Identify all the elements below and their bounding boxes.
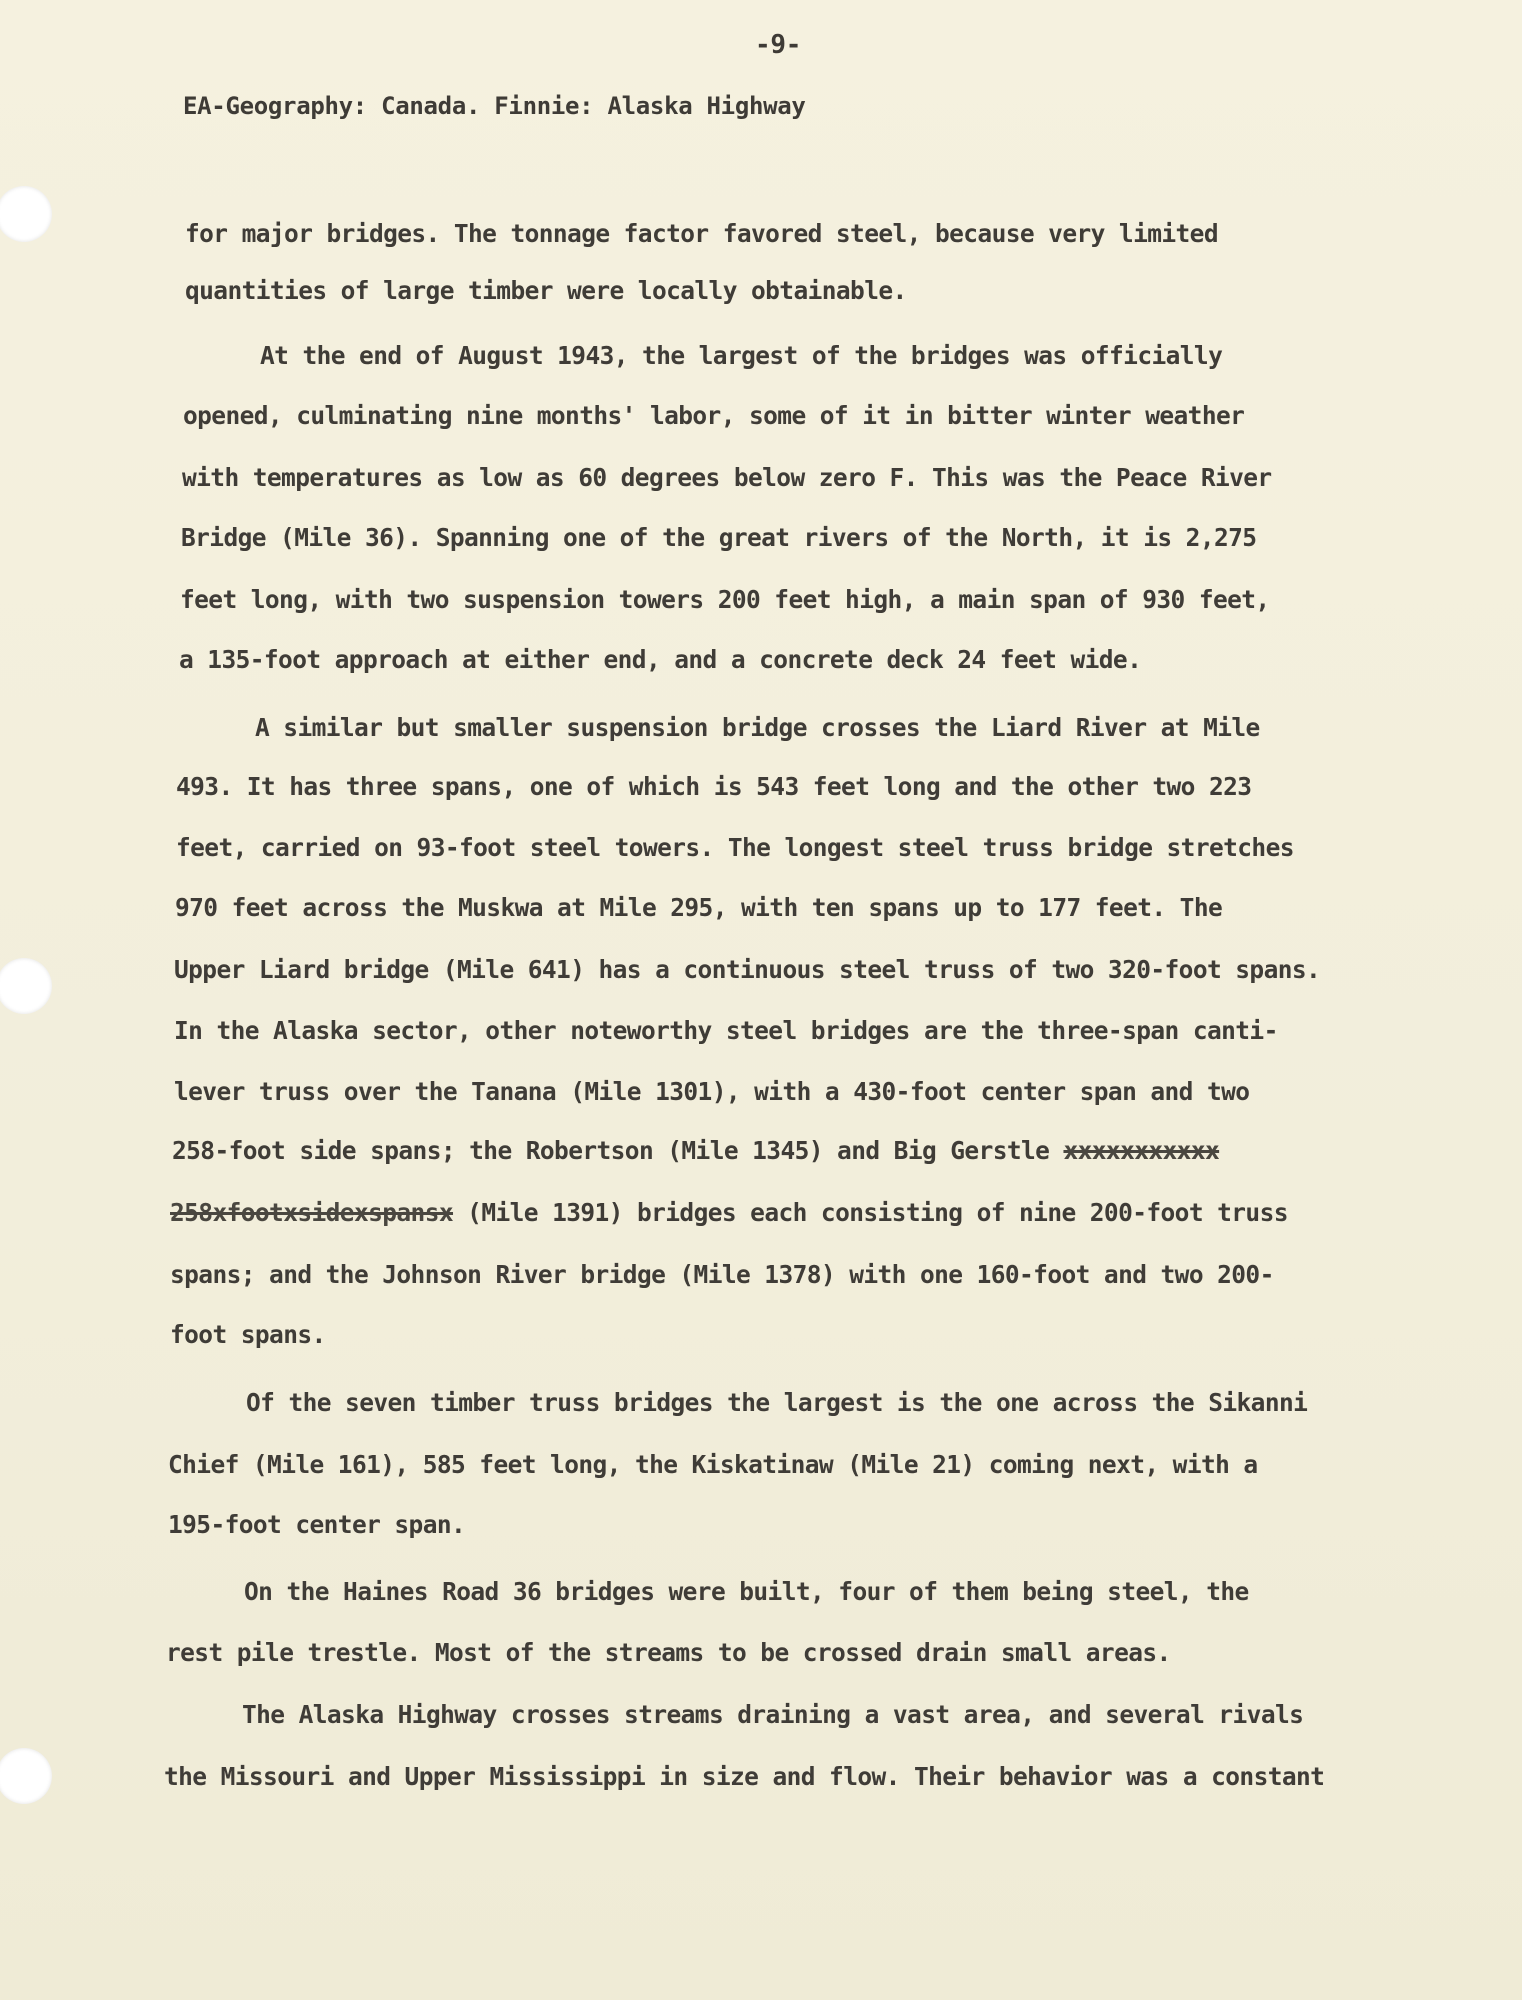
- text-line: [172, 1136, 1219, 1166]
- text-line: A similar but smaller suspension bridge crosses the Liard River at Mile: [255, 713, 1260, 742]
- text-fragment: 258-foot side spans; the Robertson (Mile 1345) and Big Gerstle: [172, 1136, 1064, 1165]
- text-line: The Alaska Highway crosses streams draining a vast area, and several rivals: [242, 1700, 1304, 1729]
- text-line: a 135-foot approach at either end, and a concrete deck 24 feet wide.: [179, 645, 1142, 674]
- page-number: -9-: [755, 30, 802, 60]
- text-line: 970 feet across the Muskwa at Mile 295, with ten spans up to 177 feet. The: [175, 893, 1223, 922]
- text-line: Upper Liard bridge (Mile 641) has a continuous steel truss of two 320-foot spans.: [174, 955, 1321, 984]
- text-line: On the Haines Road 36 bridges were built, four of them being steel, the: [244, 1577, 1249, 1606]
- text-line: Of the seven timber truss bridges the largest is the one across the Sikanni: [246, 1388, 1308, 1417]
- text-line: feet long, with two suspension towers 200 feet high, a main span of 930 feet,: [180, 585, 1270, 614]
- text-line: 195-foot center span.: [168, 1510, 466, 1539]
- text-line: with temperatures as low as 60 degrees below zero F. This was the Peace River: [182, 463, 1272, 492]
- text-line: for major bridges. The tonnage factor favored steel, because very limited: [185, 219, 1218, 248]
- text-line: feet, carried on 93-foot steel towers. The longest steel truss bridge stretches: [176, 833, 1294, 862]
- text-line: lever truss over the Tanana (Mile 1301), with a 430-foot center span and two: [174, 1077, 1250, 1106]
- punch-hole: [0, 1748, 52, 1804]
- text-line: 493. It has three spans, one of which is 543 feet long and the other two 223: [176, 772, 1252, 801]
- text-line: [170, 1198, 1288, 1228]
- text-line: spans; and the Johnson River bridge (Mile 1378) with one 160-foot and two 200-: [170, 1260, 1274, 1289]
- struck-out-text: xxxxxxxxxxx: [1063, 1136, 1220, 1165]
- text-line: At the end of August 1943, the largest of the bridges was officially: [260, 341, 1223, 370]
- text-line: Chief (Mile 161), 585 feet long, the Kiskatinaw (Mile 21) coming next, with a: [168, 1450, 1258, 1479]
- struck-out-text: 258xfootxsidexspansx: [170, 1198, 454, 1227]
- text-fragment: (Mile 1391) bridges each consisting of nine 200-foot truss: [453, 1198, 1288, 1227]
- text-line: quantities of large timber were locally obtainable.: [185, 276, 907, 305]
- punch-hole: [0, 958, 52, 1014]
- text-line: rest pile trestle. Most of the streams to be crossed drain small areas.: [166, 1638, 1171, 1667]
- text-line: the Missouri and Upper Mississippi in size and flow. Their behavior was a constant: [164, 1762, 1325, 1791]
- punch-hole: [0, 186, 52, 242]
- text-line: opened, culminating nine months' labor, some of it in bitter winter weather: [183, 401, 1245, 430]
- text-line: In the Alaska sector, other noteworthy steel bridges are the three-span canti-: [174, 1016, 1278, 1045]
- text-line: Bridge (Mile 36). Spanning one of the great rivers of the North, it is 2,275: [181, 523, 1257, 552]
- text-line: foot spans.: [170, 1320, 326, 1349]
- running-header: EA-Geography: Canada. Finnie: Alaska Highway: [183, 92, 806, 120]
